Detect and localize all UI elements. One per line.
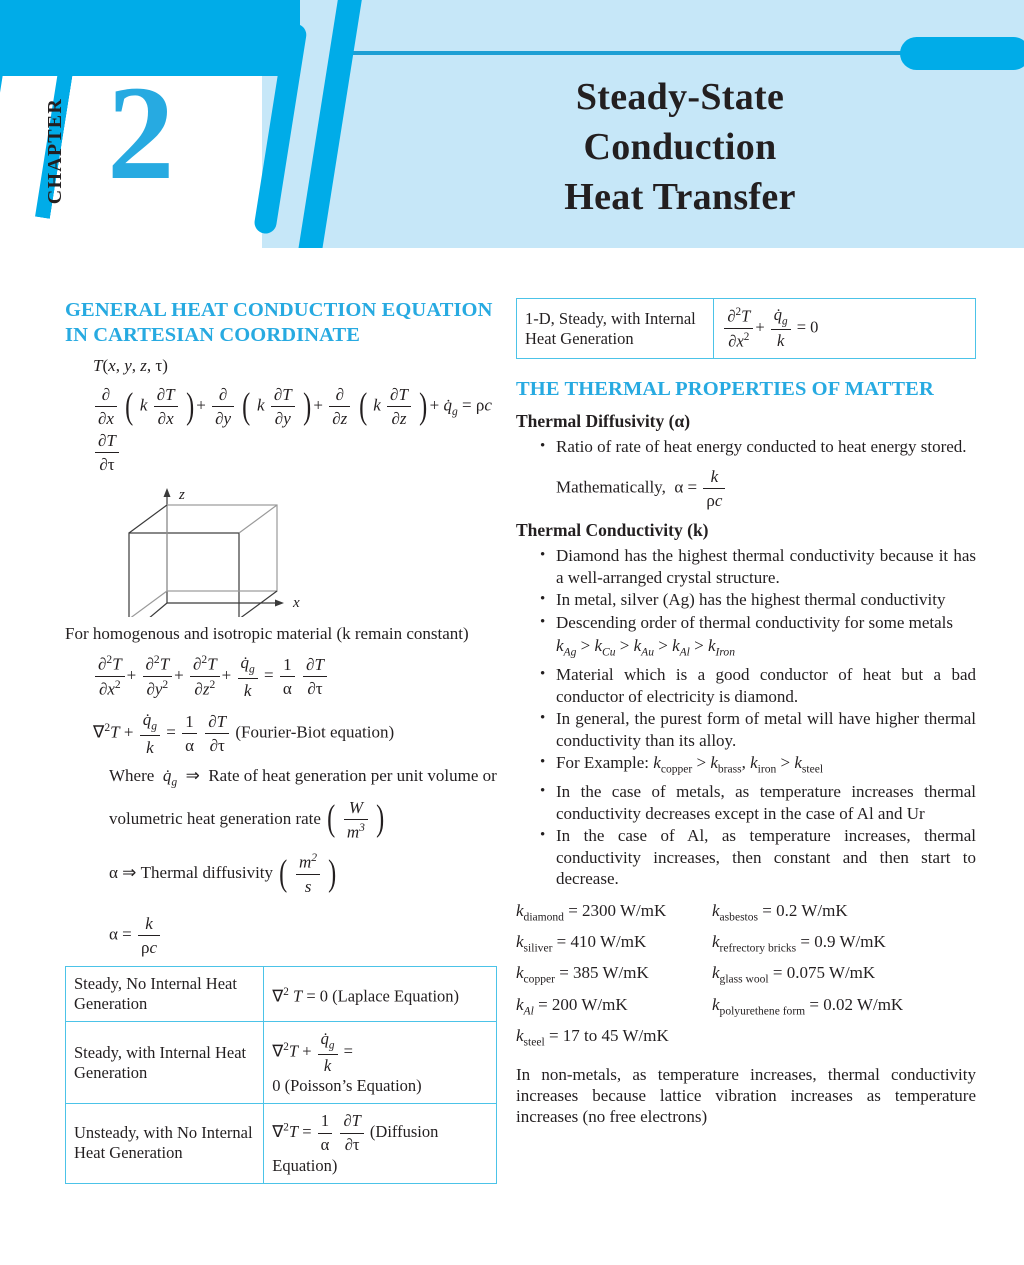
k-values-grid [516, 898, 976, 1055]
title-line-1: Steady-State [575, 76, 785, 118]
volumetric-rate-line: volumetric heat generation rate ( $\frac{W}{m^3}$ ) [109, 797, 385, 842]
k-value-row: $k_{diamond} = 2300$ W/mK [516, 900, 667, 923]
alpha-label: Thermal diffusivity [140, 862, 274, 882]
k-value: = 0.9 W/mK [800, 931, 886, 951]
k-subscript: diamond [523, 909, 564, 923]
descending-order-formula: $k_{Ag} > k_{Cu} > k_{Au} > k_{Al} > k_{Iron}$ [556, 636, 735, 659]
k-value-row: $k_{steel} = 17$ to 45 W/mK [516, 1026, 669, 1049]
k-value: = 0.02 W/mK [809, 994, 904, 1014]
right-section-heading: THE THERMAL PROPERTIES OF MATTER [516, 378, 934, 401]
k-value-row: $k_{polyurethene form} = 0.02$ W/mK [712, 994, 904, 1018]
case-condition: Unsteady, with No Internal Heat Generation [66, 1104, 264, 1183]
closing-paragraph: In non-metals, as temperature increases, thermal conductivity increases because lattice vibration increases as temperature increases (no free electrons) [516, 1065, 976, 1127]
list-item-text: For Example: [556, 753, 650, 773]
where-description: Rate of heat generation per unit volume or [208, 766, 497, 786]
k-subscript: Al [523, 1004, 534, 1018]
list-item-text: Descending order of thermal conductivity for some metals [556, 612, 954, 632]
table-row [66, 967, 497, 1022]
list-item: • In general, the purest form of metal will have higher thermal conductivity than its alloy. [542, 708, 976, 751]
k-subscript: asbestos [719, 909, 759, 923]
k-value-row: $k_{Al} = 200$ W/mK [516, 994, 628, 1018]
cartesian-cube-diagram [65, 483, 497, 617]
list-item: • Ratio of rate of heat energy conducted to heat energy stored. [542, 436, 976, 458]
alpha-diffusivity-line: α ⇒ Thermal diffusivity ( $\frac{m^2}{s}$ ) [109, 850, 337, 896]
k-value: = 2300 W/mK [568, 900, 667, 920]
general-conduction-equation: $\frac{\partial}{\partial x}$ ( k $\frac{\partial T}{\partial x}$ ) + $\frac{\partial}{\partial y}$ ( k $\frac{\partial T}{\partial y}$ ) + $\frac{\partial}{\partial z}$ ( k $\frac{\partial T}{\partial z}$ ) + $q̇_g = \rho c$ $\frac{\partial T}{\partial\tau}$ [93, 384, 497, 475]
volumetric-rate-label: volumetric heat generation rate [109, 808, 321, 828]
k-subscript: refrectory bricks [719, 941, 797, 955]
function-declaration: T(x, y, z, τ) [93, 356, 168, 375]
k-value: = 200 W/mK [538, 994, 628, 1014]
k-value-row: $k_{asbestos} = 0.2$ W/mK [712, 900, 848, 923]
case-condition: Steady, No Internal Heat Generation [66, 967, 264, 1022]
k-value: = 410 W/mK [556, 931, 647, 951]
list-item: • Diamond has the highest thermal conductivity because it has a well-arranged crystal structure. [542, 545, 976, 588]
title-line-3: Heat Transfer [564, 176, 796, 218]
thermal-conductivity-heading: Thermal Conductivity (k) [516, 520, 709, 541]
list-item: • Material which is a good conductor of heat but a bad conductor of electricity is diamond. [542, 664, 976, 707]
fourier-biot-equation: ∇$^2$T + $\frac{q̇_g}{k}$ = $\frac{1}{\alpha}$ $\frac{\partial T}{\partial\tau}$ (Fourier-Biot equation) [93, 710, 395, 757]
header-rule-line [340, 51, 915, 55]
chapter-number: 2 [107, 59, 175, 208]
table-row [66, 1104, 497, 1183]
case-equation: ∇$^2$ T = 0 (Laplace Equation) [264, 967, 497, 1022]
k-subscript: copper [523, 972, 555, 986]
mathematically-label: Mathematically, [556, 477, 666, 497]
list-item: • In metal, silver (Ag) has the highest thermal conductivity [542, 589, 976, 611]
case-equation: ∇$^2$T = $\frac{1}{\alpha}$ $\frac{\partial T}{\partial\tau}$ (Diffusion Equation) [264, 1104, 497, 1183]
list-item [542, 612, 976, 663]
k-value: = 385 W/mK [559, 963, 649, 983]
table-row [66, 1022, 497, 1104]
k-subscript: glass wool [719, 972, 769, 986]
k-subscript: polyurethene form [719, 1004, 806, 1018]
k-subscript: steel [523, 1035, 545, 1049]
list-item [542, 752, 976, 780]
thermal-diffusivity-heading: Thermal Diffusivity (α) [516, 411, 691, 432]
diffusivity-bullet-list [516, 436, 976, 458]
k-values-column-left [516, 898, 712, 1055]
fourier-biot-label: (Fourier-Biot equation) [235, 722, 395, 742]
chapter-header-banner [0, 0, 1024, 248]
right-column [516, 298, 976, 1131]
k-value: = 0.075 W/mK [772, 963, 876, 983]
k-value-row: $k_{refrectory bricks} = 0.9$ W/mK [712, 931, 886, 955]
case-equation: $\frac{\partial^2T}{\partial x^2}$ + $\frac{q̇_g}{k}$ = 0 [714, 299, 976, 359]
header-pill-shape [900, 37, 1024, 70]
diffusivity-formula: Mathematically, α = $\frac{k}{\rho c}$ [556, 466, 976, 512]
k-value: = 17 to 45 W/mK [548, 1026, 669, 1046]
where-qg-line: Where $q̇_g$ ⇒ Rate of heat generation per unit volume or [109, 766, 497, 789]
table-row [517, 299, 976, 359]
axis-label-x: x [293, 595, 300, 611]
for-example-formula: $k_{copper} > k_{brass}$, $k_{iron} > k_{steel}$ [653, 753, 824, 776]
conductivity-bullet-list [516, 545, 976, 889]
where-word: Where [109, 766, 155, 786]
k-value-row: $k_{siliver} = 410$ W/mK [516, 931, 647, 955]
case-condition: 1-D, Steady, with Internal Heat Generation [517, 299, 714, 359]
list-item: • In the case of metals, as temperature increases thermal conductivity decreases except in the case of Al and Ur [542, 781, 976, 824]
left-section-heading: GENERAL HEAT CONDUCTION EQUATION IN CARTESIAN COORDINATE [65, 299, 493, 346]
axis-label-z: z [179, 487, 185, 503]
homogeneous-note: For homogenous and isotropic material (k remain constant) [65, 624, 469, 643]
k-values-column-right [712, 898, 903, 1055]
one-d-steady-table [516, 298, 976, 359]
k-value: = 0.2 W/mK [762, 900, 848, 920]
case-condition: Steady, with Internal Heat Generation [66, 1022, 264, 1104]
k-value-row: $k_{glass wool} = 0.075$ W/mK [712, 963, 876, 986]
title-line-2: Conduction [583, 126, 777, 168]
conduction-cases-table [65, 966, 497, 1183]
chapter-label: CHAPTER [44, 98, 66, 205]
k-subscript: siliver [523, 941, 553, 955]
page-title [380, 72, 980, 222]
left-column [65, 298, 497, 1184]
case-equation: ∇$^2$T + $\frac{q̇_g}{k}$ = 0 (Poisson’s Equation) [264, 1022, 497, 1104]
k-value-row: $k_{copper} = 385$ W/mK [516, 963, 649, 986]
list-item: • In the case of Al, as temperature increases, thermal conductivity increases, then constant and then start to decrease. [542, 825, 976, 890]
alpha-definition: α = $\frac{k}{\rho c}$ [109, 913, 497, 959]
laplacian-equation: $\frac{\partial^2T}{\partial x^2}$ + $\frac{\partial^2T}{\partial y^2}$ + $\frac{\partial^2T}{\partial z^2}$ + $\frac{q̇_g}{k}$ = $\frac{1}{\alpha}$ $\frac{\partial T}{\partial\tau}$ [93, 652, 497, 701]
